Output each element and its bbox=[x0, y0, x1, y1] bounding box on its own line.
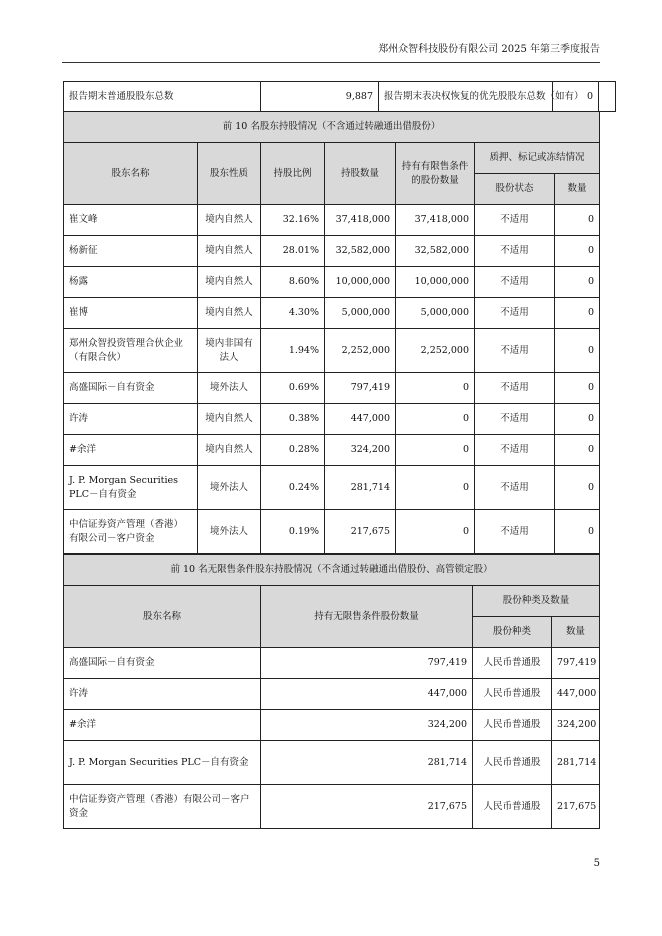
table-row bbox=[64, 329, 600, 373]
holding-ratio: 28.01% bbox=[261, 236, 325, 267]
share-type: 人民币普通股 bbox=[473, 785, 552, 829]
unrestricted-shareholders-table bbox=[63, 554, 600, 829]
holding-qty: 217,675 bbox=[325, 510, 396, 554]
holding-ratio: 0.24% bbox=[261, 466, 325, 510]
pledge-qty: 0 bbox=[555, 298, 600, 329]
share-type: 人民币普通股 bbox=[473, 741, 552, 785]
holder-name: 杨露 bbox=[64, 267, 198, 298]
holding-qty: 797,419 bbox=[325, 373, 396, 404]
pledge-qty: 0 bbox=[555, 404, 600, 435]
holding-ratio: 0.28% bbox=[261, 435, 325, 466]
unrestricted-qty: 447,000 bbox=[261, 679, 473, 710]
table-row bbox=[64, 510, 600, 554]
restricted-qty: 5,000,000 bbox=[396, 298, 475, 329]
share-type-qty: 217,675 bbox=[552, 785, 600, 829]
col-holder-name: 股东名称 bbox=[64, 143, 198, 205]
col-holding-ratio: 持股比例 bbox=[261, 143, 325, 205]
table-row bbox=[64, 466, 600, 510]
table-row bbox=[64, 741, 600, 785]
pledge-status: 不适用 bbox=[475, 373, 555, 404]
table-row bbox=[64, 373, 600, 404]
top10-shareholders-table bbox=[63, 111, 600, 554]
pledge-status: 不适用 bbox=[475, 466, 555, 510]
holder-name: 崔博 bbox=[64, 298, 198, 329]
col-unrestricted-holder-name: 股东名称 bbox=[64, 586, 261, 648]
holding-ratio: 8.60% bbox=[261, 267, 325, 298]
holding-qty: 281,714 bbox=[325, 466, 396, 510]
col-pledge-status: 股份状态 bbox=[475, 174, 555, 205]
holder-name: 杨新征 bbox=[64, 236, 198, 267]
holder-name: J. P. Morgan Securities PLC－自有资金 bbox=[64, 466, 198, 510]
col-pledge-group: 质押、标记或冻结情况 bbox=[475, 143, 600, 174]
unrestricted-rows bbox=[64, 648, 600, 829]
table-row bbox=[64, 679, 600, 710]
col-holder-nature: 股东性质 bbox=[198, 143, 261, 205]
holder-name: #余洋 bbox=[64, 710, 261, 741]
pledge-qty: 0 bbox=[555, 466, 600, 510]
restricted-qty: 37,418,000 bbox=[396, 205, 475, 236]
holder-name: 中信证券资产管理（香港）有限公司－客户资金 bbox=[64, 510, 198, 554]
holder-nature: 境外法人 bbox=[198, 373, 261, 404]
preferred-holders-label: 报告期末表决权恢复的优先股股东总数（如有） bbox=[379, 82, 616, 112]
pledge-status: 不适用 bbox=[475, 404, 555, 435]
holding-qty: 2,252,000 bbox=[325, 329, 396, 373]
restricted-qty: 2,252,000 bbox=[396, 329, 475, 373]
holder-nature: 境外法人 bbox=[198, 466, 261, 510]
holding-qty: 32,582,000 bbox=[325, 236, 396, 267]
holding-qty: 37,418,000 bbox=[325, 205, 396, 236]
holding-qty: 447,000 bbox=[325, 404, 396, 435]
table-row bbox=[64, 435, 600, 466]
pledge-status: 不适用 bbox=[475, 329, 555, 373]
col-share-type: 股份种类 bbox=[473, 617, 552, 648]
unrestricted-qty: 797,419 bbox=[261, 648, 473, 679]
holder-name: 崔文峰 bbox=[64, 205, 198, 236]
pledge-qty: 0 bbox=[555, 329, 600, 373]
pledge-qty: 0 bbox=[555, 510, 600, 554]
pledge-qty: 0 bbox=[555, 435, 600, 466]
restricted-qty: 0 bbox=[396, 466, 475, 510]
col-share-type-group: 股份种类及数量 bbox=[473, 586, 600, 617]
holding-ratio: 32.16% bbox=[261, 205, 325, 236]
holder-name: 高盛国际－自有资金 bbox=[64, 648, 261, 679]
holder-name: 许涛 bbox=[64, 404, 198, 435]
holder-nature: 境内自然人 bbox=[198, 435, 261, 466]
holding-ratio: 0.19% bbox=[261, 510, 325, 554]
pledge-qty: 0 bbox=[555, 236, 600, 267]
holder-nature: 境内自然人 bbox=[198, 404, 261, 435]
pledge-status: 不适用 bbox=[475, 435, 555, 466]
share-type-qty: 797,419 bbox=[552, 648, 600, 679]
col-share-type-qty: 数量 bbox=[552, 617, 600, 648]
restricted-qty: 0 bbox=[396, 404, 475, 435]
pledge-status: 不适用 bbox=[475, 510, 555, 554]
share-type-qty: 281,714 bbox=[552, 741, 600, 785]
restricted-qty: 0 bbox=[396, 373, 475, 404]
table-row bbox=[64, 236, 600, 267]
holder-name: J. P. Morgan Securities PLC－自有资金 bbox=[64, 741, 261, 785]
holder-nature: 境内自然人 bbox=[198, 205, 261, 236]
table-row bbox=[64, 404, 600, 435]
col-pledge-qty: 数量 bbox=[555, 174, 600, 205]
table-row bbox=[64, 205, 600, 236]
unrestricted-section-title: 前 10 名无限售条件股东持股情况（不含通过转融通出借股份、高管锁定股） bbox=[64, 555, 600, 586]
table-row bbox=[64, 785, 600, 829]
unrestricted-qty: 324,200 bbox=[261, 710, 473, 741]
holder-name: 郑州众智投资管理合伙企业（有限合伙） bbox=[64, 329, 198, 373]
table-row bbox=[64, 267, 600, 298]
restricted-qty: 32,582,000 bbox=[396, 236, 475, 267]
share-type-qty: 324,200 bbox=[552, 710, 600, 741]
holding-qty: 324,200 bbox=[325, 435, 396, 466]
holder-nature: 境内自然人 bbox=[198, 236, 261, 267]
restricted-qty: 10,000,000 bbox=[396, 267, 475, 298]
pledge-status: 不适用 bbox=[475, 236, 555, 267]
unrestricted-qty: 281,714 bbox=[261, 741, 473, 785]
holder-name: 高盛国际－自有资金 bbox=[64, 373, 198, 404]
holding-ratio: 4.30% bbox=[261, 298, 325, 329]
pledge-status: 不适用 bbox=[475, 205, 555, 236]
holding-ratio: 0.69% bbox=[261, 373, 325, 404]
restricted-qty: 0 bbox=[396, 435, 475, 466]
col-holding-qty: 持股数量 bbox=[325, 143, 396, 205]
page-number: 5 bbox=[593, 858, 600, 869]
page-header bbox=[62, 44, 600, 63]
share-type: 人民币普通股 bbox=[473, 648, 552, 679]
top10-rows bbox=[64, 205, 600, 554]
holder-nature: 境内自然人 bbox=[198, 267, 261, 298]
col-restricted-qty: 持有有限售条件的股份数量 bbox=[396, 143, 475, 205]
table-row bbox=[64, 298, 600, 329]
common-holders-value: 9,887 bbox=[261, 82, 379, 112]
holder-name: 中信证券资产管理（香港）有限公司－客户资金 bbox=[64, 785, 261, 829]
pledge-status: 不适用 bbox=[475, 267, 555, 298]
top10-section-title: 前 10 名股东持股情况（不含通过转融通出借股份） bbox=[64, 112, 600, 143]
holding-ratio: 1.94% bbox=[261, 329, 325, 373]
holding-qty: 5,000,000 bbox=[325, 298, 396, 329]
holder-nature: 境外法人 bbox=[198, 510, 261, 554]
holder-name: 许涛 bbox=[64, 679, 261, 710]
common-holders-label: 报告期末普通股股东总数 bbox=[64, 82, 261, 112]
holder-name: #余洋 bbox=[64, 435, 198, 466]
share-type: 人民币普通股 bbox=[473, 679, 552, 710]
restricted-qty: 0 bbox=[396, 510, 475, 554]
share-type: 人民币普通股 bbox=[473, 710, 552, 741]
pledge-status: 不适用 bbox=[475, 298, 555, 329]
pledge-qty: 0 bbox=[555, 373, 600, 404]
holding-ratio: 0.38% bbox=[261, 404, 325, 435]
preferred-holders-value-cell bbox=[552, 81, 599, 112]
share-type-qty: 447,000 bbox=[552, 679, 600, 710]
table-row bbox=[64, 648, 600, 679]
preferred-holders-value: 0 bbox=[553, 82, 599, 112]
report-title: 郑州众智科技股份有限公司 2025 年第三季度报告 bbox=[378, 44, 600, 55]
holding-qty: 10,000,000 bbox=[325, 267, 396, 298]
unrestricted-qty: 217,675 bbox=[261, 785, 473, 829]
pledge-qty: 0 bbox=[555, 205, 600, 236]
holder-nature: 境内非国有法人 bbox=[198, 329, 261, 373]
holder-nature: 境内自然人 bbox=[198, 298, 261, 329]
table-row bbox=[64, 710, 600, 741]
col-unrestricted-qty: 持有无限售条件股份数量 bbox=[261, 586, 473, 648]
shareholder-count-table bbox=[63, 81, 616, 112]
pledge-qty: 0 bbox=[555, 267, 600, 298]
